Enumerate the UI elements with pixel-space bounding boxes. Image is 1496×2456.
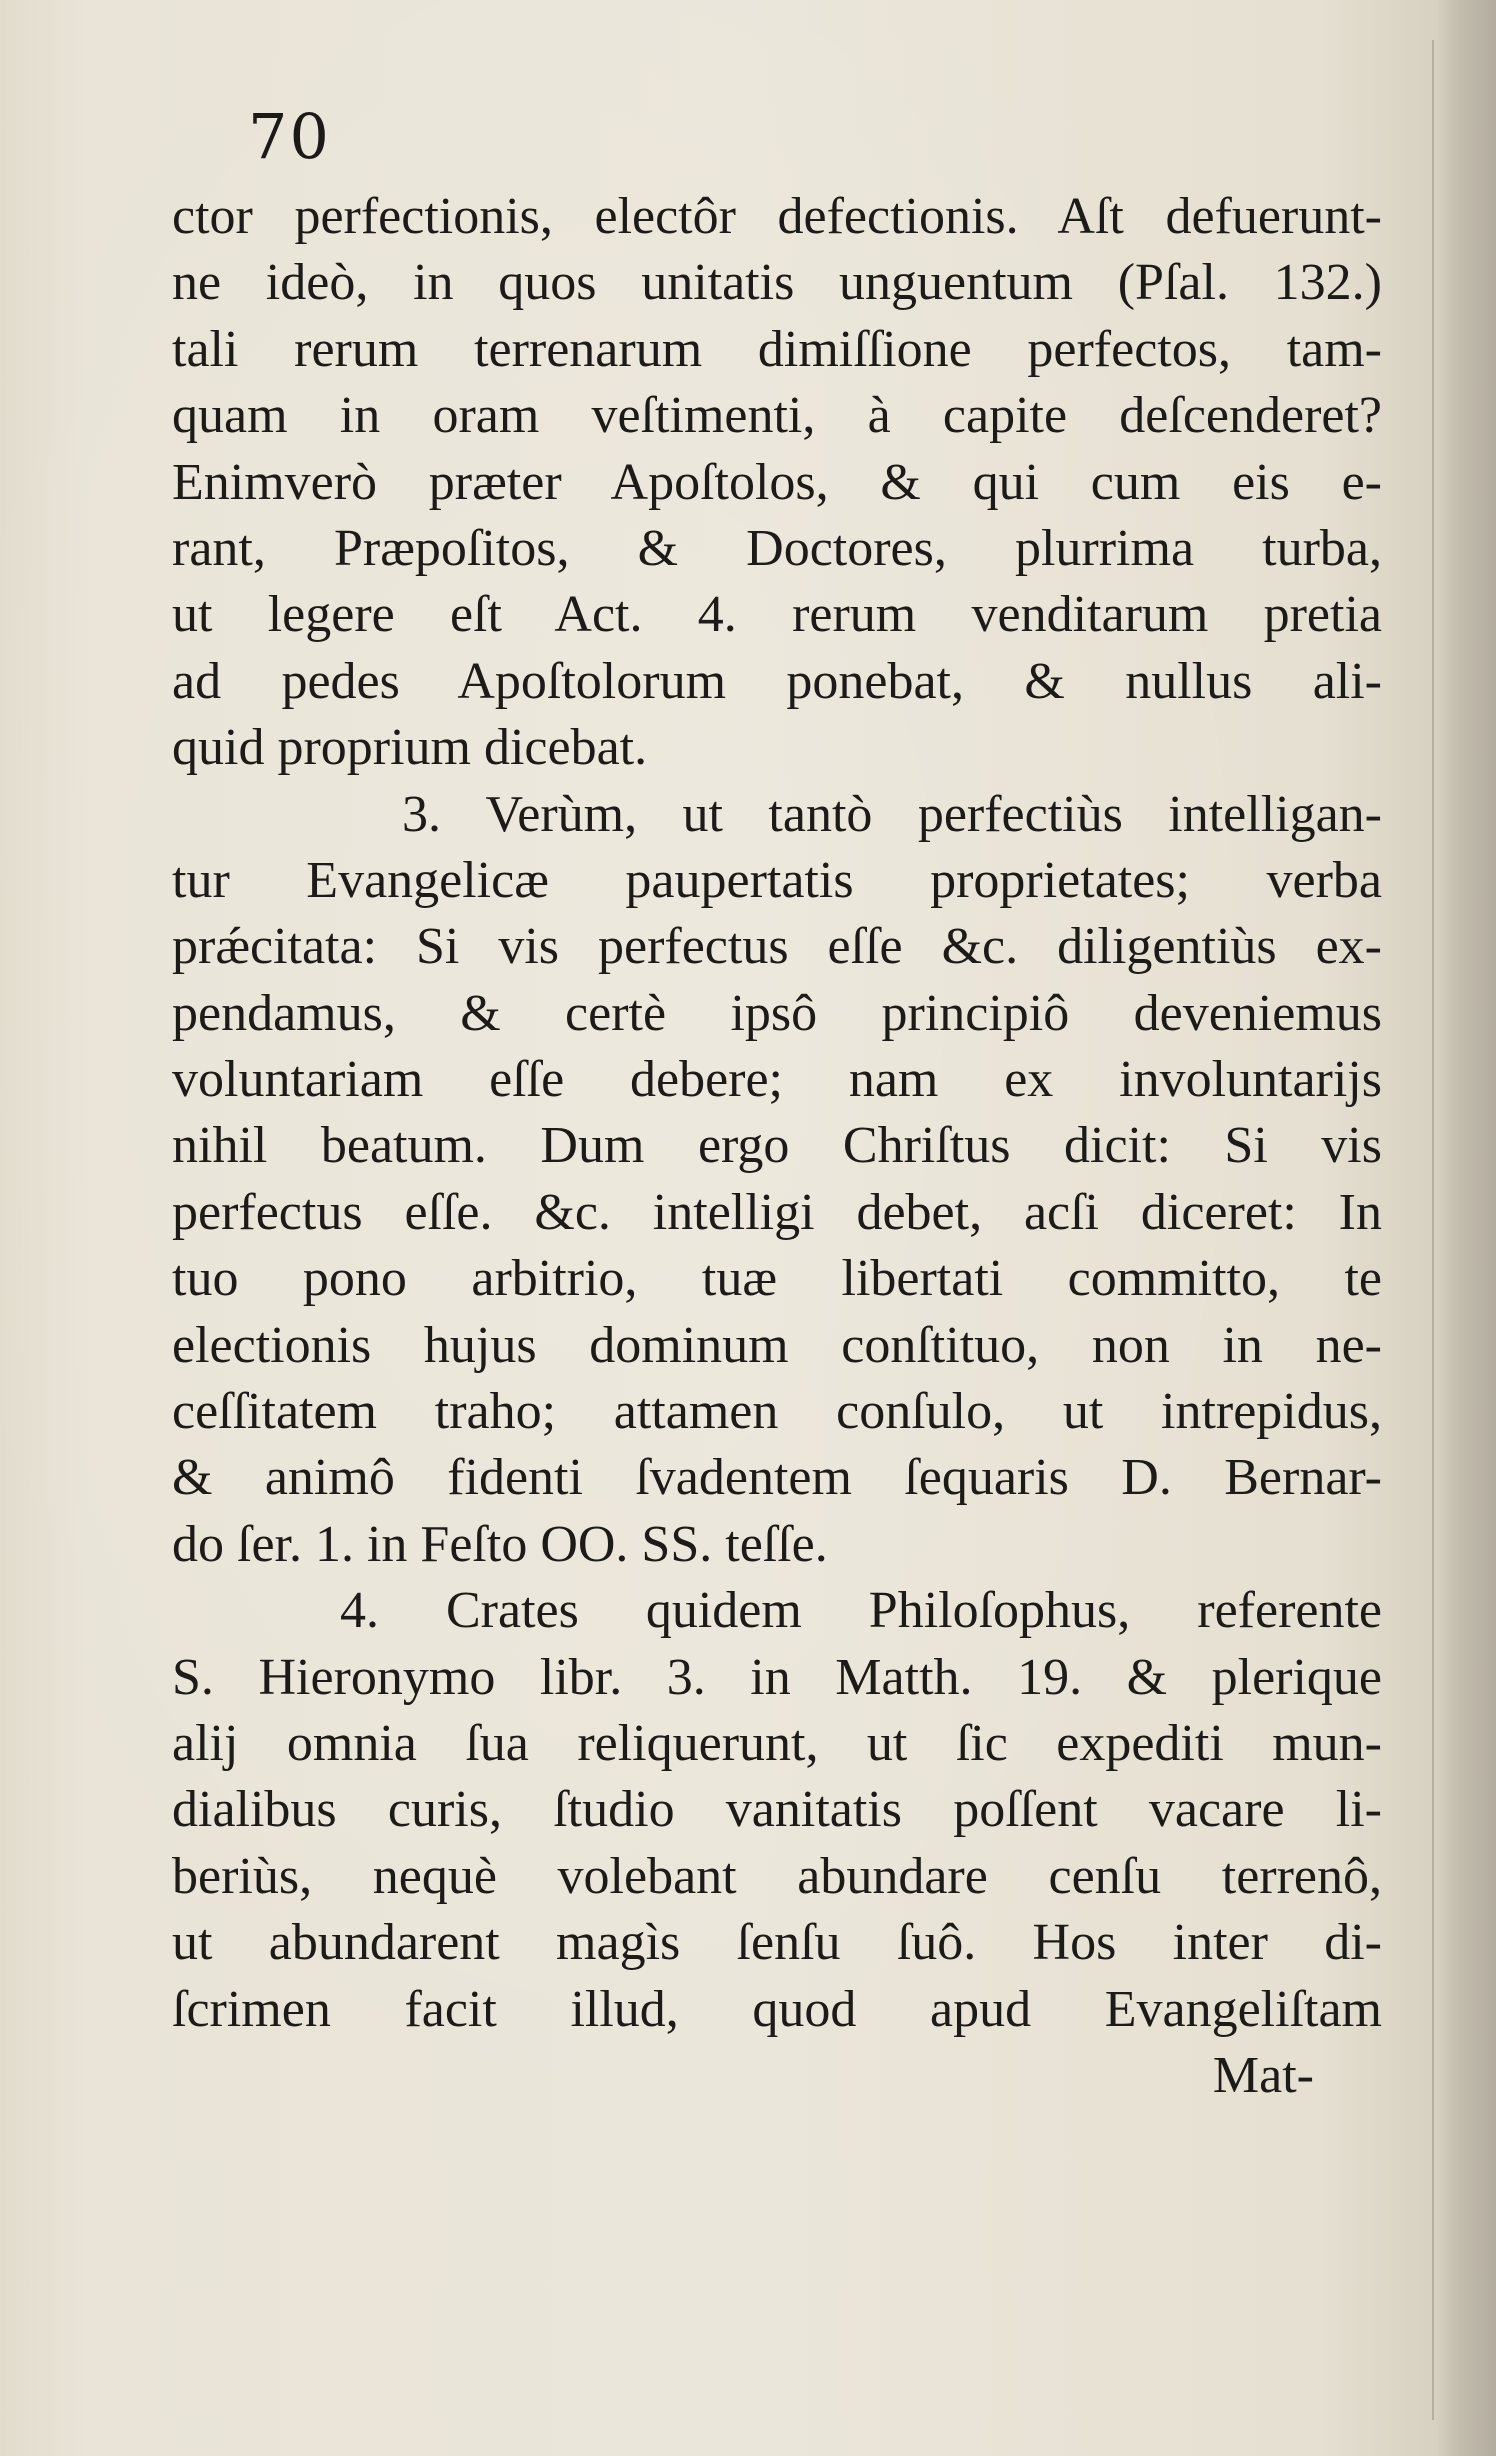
text-line: tali rerum terrenarum dimiſſione perfectos, tam- bbox=[172, 320, 1382, 378]
text-line: beriùs, nequè volebant abundare cenſu terrenô, bbox=[172, 1847, 1382, 1905]
text-line: voluntariam eſſe debere; nam ex involuntarijs bbox=[172, 1051, 1382, 1109]
text-line: rant, Præpoſitos, & Doctores, plurrima turba, bbox=[172, 519, 1382, 577]
body-text bbox=[172, 184, 1382, 2109]
text-line: tuo pono arbitrio, tuæ libertati committo, te bbox=[172, 1250, 1382, 1308]
text-line: ut legere eſt Act. 4. rerum venditarum pretia bbox=[172, 586, 1382, 644]
text-line: pendamus, & certè ipsô principiô deveniemus bbox=[172, 984, 1382, 1042]
text-line: & animô fidenti ſvadentem ſequaris D. Bernar- bbox=[172, 1449, 1382, 1507]
text-line: dialibus curis, ſtudio vanitatis poſſent vacare li- bbox=[172, 1781, 1382, 1839]
text-line: nihil beatum. Dum ergo Chriſtus dicit: Si vis bbox=[172, 1117, 1382, 1175]
text-line: ad pedes Apoſtolorum ponebat, & nullus ali- bbox=[172, 652, 1382, 710]
page-edge-line bbox=[1432, 40, 1434, 2420]
text-line: ceſſitatem traho; attamen conſulo, ut intrepidus, bbox=[172, 1383, 1382, 1441]
text-line: ctor perfectionis, electôr defectionis. Aſt defuerunt- bbox=[172, 188, 1382, 245]
page-spine-shadow bbox=[1436, 0, 1496, 2456]
text-line: ut abundarent magìs ſenſu ſuô. Hos inter di- bbox=[172, 1914, 1382, 1972]
text-line: perfectus eſſe. &c. intelligi debet, acſi diceret: In bbox=[172, 1183, 1382, 1241]
text-line: do ſer. 1. in Feſto OO. SS. teſſe. bbox=[172, 1515, 828, 1573]
text-line: S. Hieronymo libr. 3. in Matth. 19. & plerique bbox=[172, 1648, 1382, 1706]
paragraph-start-line: 3. Verùm, ut tantò perfectiùs intelligan- bbox=[402, 785, 1382, 843]
page-number: 70 bbox=[248, 100, 331, 173]
text-line: quam in oram veſtimenti, à capite deſcenderet? bbox=[172, 387, 1382, 445]
text-line: Enimverò præter Apoſtolos, & qui cum eis e- bbox=[172, 453, 1382, 511]
paragraph-start-line: 4. Crates quidem Philoſophus, referente bbox=[340, 1582, 1382, 1640]
text-line: quid proprium dicebat. bbox=[172, 719, 648, 777]
catchword: Mat- bbox=[1212, 2046, 1314, 2104]
text-line: alij omnia ſua reliquerunt, ut ſic expediti mun- bbox=[172, 1714, 1382, 1772]
text-line: tur Evangelicæ paupertatis proprietates; verba bbox=[172, 851, 1382, 909]
text-line: prǽcitata: Si vis perfectus eſſe &c. diligentiùs ex- bbox=[172, 918, 1382, 976]
text-line: electionis hujus dominum conſtituo, non in ne- bbox=[172, 1316, 1382, 1374]
text-line: ſcrimen facit illud, quod apud Evangeliſtam bbox=[172, 1980, 1382, 2038]
text-line: ne ideò, in quos unitatis unguentum (Pſal. 132.) bbox=[172, 254, 1382, 312]
